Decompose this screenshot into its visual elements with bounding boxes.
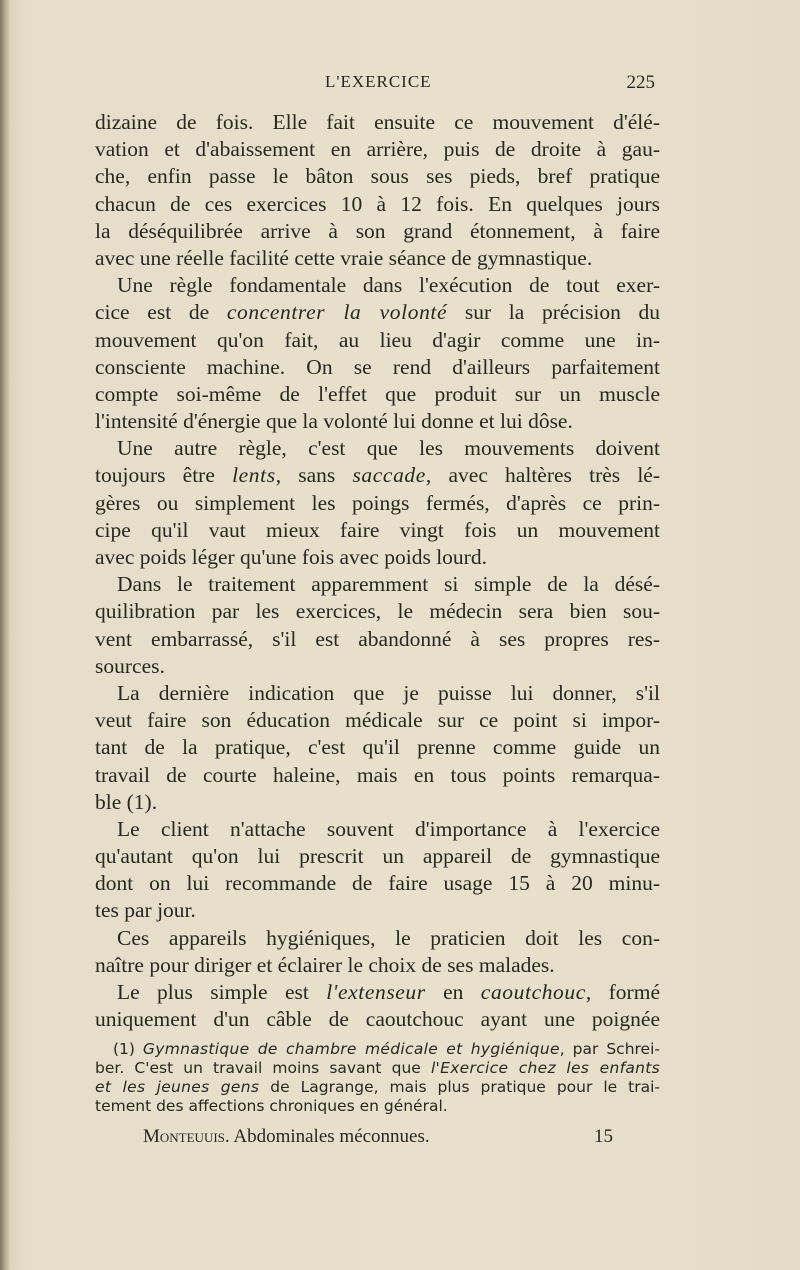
text-line: quilibration par les exercices, le médecin sera bien sou- (95, 599, 660, 624)
text-span: ber. C'est un travail moins savant que (95, 1059, 431, 1077)
text-line: sources. (95, 653, 165, 678)
binding-shadow (0, 0, 10, 1270)
text-line: qu'autant qu'on lui prescrit un appareil de gymnastique (95, 844, 660, 869)
text-line: chacun de ces exercices 10 à 12 fois. En quelques jours (95, 191, 660, 216)
text-line (95, 299, 660, 326)
text-line: la déséquilibrée arrive à son grand étonnement, à faire (95, 218, 660, 243)
text-line: dont on lui recommande de faire usage 15 à 20 minu- (95, 871, 660, 896)
text-line: ble (1). (95, 789, 158, 814)
text-span: , formé (585, 980, 660, 1004)
text-line: compte soi-même de l'effet que produit sur un muscle (95, 381, 660, 406)
text-line: avec une réelle facilité cette vraie séance de gymnastique. (95, 245, 593, 270)
text-span: (1) (113, 1040, 143, 1058)
emphasis-text: et les jeunes gens (95, 1078, 260, 1096)
text-line: vation et d'abaissement en arrière, puis de droite à gau- (95, 137, 660, 162)
text-line: naître pour diriger et éclairer le choix de ses malades. (95, 952, 555, 977)
text-span: , sans (275, 463, 353, 488)
footnote-line (95, 1078, 660, 1097)
text-line: Le client n'attache souvent d'importance à l'exercice (117, 816, 660, 841)
text-line: mouvement qu'on fait, au lieu d'agir comme une in- (95, 327, 660, 352)
footnote-line (95, 1097, 660, 1116)
text-span: de Lagrange, mais plus pratique pour le trai- (259, 1078, 660, 1096)
running-header (95, 72, 655, 96)
text-line: che, enfin passe le bâton sous ses pieds, bref pratique (95, 164, 660, 189)
page-number: 225 (626, 72, 655, 93)
emphasis-text: l'extenseur (326, 980, 426, 1004)
text-line: veut faire son éducation médicale sur ce point si impor- (95, 708, 660, 733)
footnote (95, 1040, 660, 1116)
text-line (95, 979, 660, 1006)
text-line: consciente machine. On se rend d'ailleurs parfaitement (95, 354, 660, 379)
text-span: sur la précision du (447, 300, 661, 325)
text-line (95, 462, 660, 489)
text-line (95, 272, 660, 299)
emphasis-text: caoutchouc (480, 980, 586, 1004)
text-line: cipe qu'il vaut mieux faire vingt fois un mouvement (95, 517, 660, 542)
text-line: vent embarrassé, s'il est abandonné à ses propres res- (95, 626, 660, 651)
emphasis-text: Gymnastique de chambre médicale et hygiénique (142, 1040, 560, 1058)
footnote-line (95, 1059, 660, 1078)
text-span: toujours être (95, 463, 233, 488)
emphasis-text: concentrer la volonté (226, 300, 448, 325)
body-text (95, 109, 660, 1033)
text-line: tes par jour. (95, 898, 196, 923)
text-span: , avec haltères très lé- (425, 463, 660, 488)
sheet-number: 15 (594, 1126, 613, 1147)
text-line: La dernière indication que je puisse lui donner, s'il (117, 680, 660, 705)
chapter-title: L'EXERCICE (325, 72, 432, 91)
text-line: Une autre règle, c'est que les mouvements doivent (117, 436, 660, 461)
text-line: Ces appareils hygiéniques, le praticien doit les con- (117, 925, 660, 950)
text-line: uniquement d'un câble de caoutchouc ayant une poignée (95, 1007, 660, 1032)
text-span: Une règle fondamentale dans l'exécution de tout exer- (117, 273, 660, 298)
text-line: l'intensité d'énergie que la volonté lui donne et lui dôse. (95, 409, 573, 434)
emphasis-text: l'Exercice chez les enfants (430, 1059, 660, 1077)
text-line: tant de la pratique, c'est qu'il prenne comme guide un (95, 735, 660, 760)
author-name: Monteuuis. (143, 1126, 230, 1147)
book-title: Abdominales méconnues. (233, 1126, 430, 1147)
signature-title (143, 1126, 430, 1148)
text-line: dizaine de fois. Elle fait ensuite ce mouvement d'élé- (95, 110, 660, 134)
text-line: Dans le traitement apparemment si simple de la désé- (117, 572, 660, 597)
footnote-line (95, 1040, 660, 1059)
text-line: gères ou simplement les poings fermés, d'après ce prin- (95, 490, 660, 515)
text-line: avec poids léger qu'une fois avec poids lourd. (95, 545, 487, 569)
text-span: , par Schrei- (559, 1040, 660, 1058)
emphasis-text: lents (232, 463, 276, 488)
emphasis-text: saccade (352, 463, 426, 488)
text-span: Le plus simple est (117, 980, 327, 1004)
text-span: cice est de (95, 300, 227, 325)
text-line: travail de courte haleine, mais en tous points remarqua- (95, 762, 660, 787)
text-span: tement des affections chroniques en général. (95, 1097, 448, 1115)
text-span: en (425, 980, 481, 1004)
